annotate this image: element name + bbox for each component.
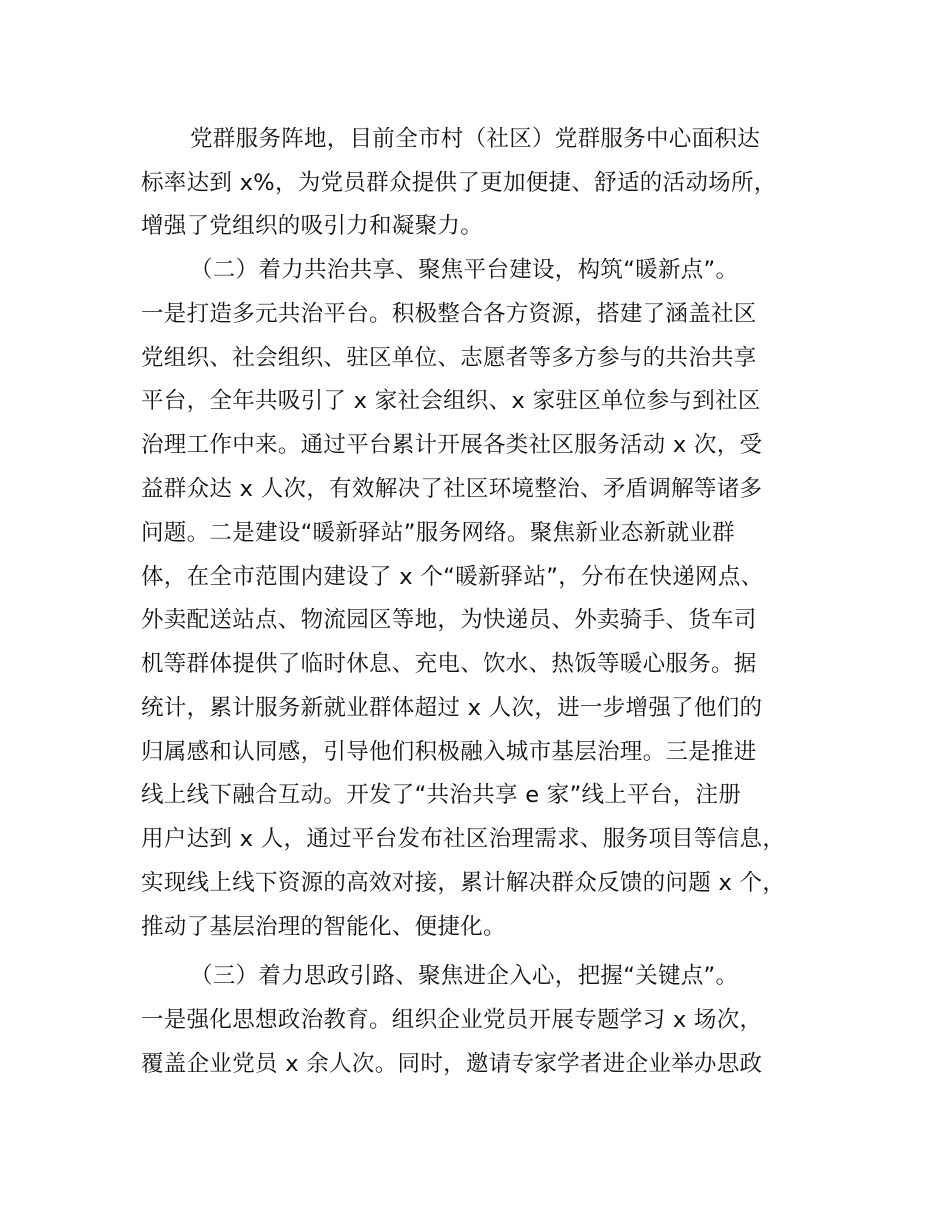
paragraph-line-10: 问题。二是建设“暖新驿站”服务网络。聚焦新业态新就业群 — [141, 520, 735, 546]
paragraph-line-19: 推动了基层治理的智能化、便捷化。 — [141, 914, 506, 940]
paragraph-line-7: 平台，全年共吸引了 x 家社会组织、x 家驻区单位参与到社区 — [141, 388, 761, 414]
paragraph-line-1: 党群服务阵地，目前全市村（社区）党群服务中心面积达 — [190, 126, 761, 152]
paragraph-line-22: 覆盖企业党员 x 余人次。同时，邀请专家学者进企业举办思政 — [141, 1051, 763, 1077]
paragraph-line-17: 用户达到 x 人，通过平台发布社区治理需求、服务项目等信息， — [141, 826, 786, 852]
section-heading-2: （二）着力共治共享、聚焦平台建设，构筑“暖新点”。 — [190, 257, 739, 283]
paragraph-line-2: 标率达到 x%，为党员群众提供了更加便捷、舒适的活动场所， — [141, 170, 777, 196]
paragraph-line-18: 实现线上线下资源的高效对接，累计解决群众反馈的问题 x 个， — [141, 870, 786, 896]
paragraph-line-14: 统计，累计服务新就业群体超过 x 人次，进一步增强了他们的 — [141, 695, 763, 721]
paragraph-line-15: 归属感和认同感，引导他们积极融入城市基层治理。三是推进 — [141, 739, 757, 765]
paragraph-line-8: 治理工作中来。通过平台累计开展各类社区服务活动 x 次，受 — [141, 432, 763, 458]
paragraph-line-11: 体，在全市范围内建设了 x 个“暖新驿站”，分布在快递网点、 — [141, 564, 764, 590]
paragraph-line-6: 党组织、社会组织、驻区单位、志愿者等多方参与的共治共享 — [141, 345, 757, 371]
paragraph-line-9: 益群众达 x 人次，有效解决了社区环境整治、矛盾调解等诸多 — [141, 476, 763, 502]
paragraph-line-13: 机等群体提供了临时休息、充电、饮水、热饭等暖心服务。据 — [141, 651, 757, 677]
paragraph-line-21: 一是强化思想政治教育。组织企业党员开展专题学习 x 场次， — [141, 1007, 763, 1033]
paragraph-line-3: 增强了党组织的吸引力和凝聚力。 — [141, 213, 484, 239]
paragraph-line-5: 一是打造多元共治平台。积极整合各方资源，搭建了涵盖社区 — [141, 301, 757, 327]
paragraph-line-16: 线上线下融合互动。开发了“共治共享 e 家”线上平台，注册 — [141, 782, 742, 808]
paragraph-line-12: 外卖配送站点、物流园区等地，为快递员、外卖骑手、货车司 — [141, 607, 757, 633]
section-heading-3: （三）着力思政引路、聚焦进企入心，把握“关键点”。 — [190, 963, 739, 989]
